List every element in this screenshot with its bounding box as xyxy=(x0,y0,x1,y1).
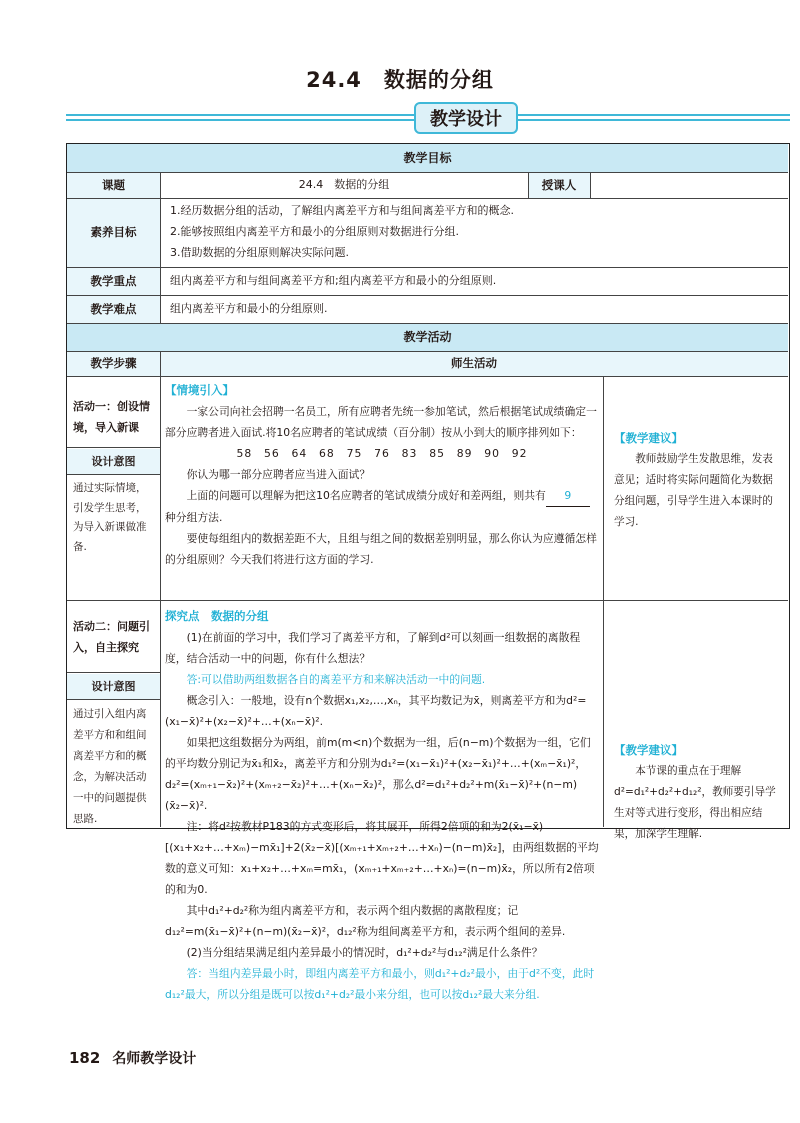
goals-header: 教学目标 xyxy=(67,144,788,172)
goal-item: 1.经历数据分组的活动，了解组内离差平方和与组间离差平方和的概念. xyxy=(170,204,514,217)
difficulty-label: 教学难点 xyxy=(67,295,160,323)
answer-1: 答:可以借助两组数据各自的离差平方和来解决活动一中的问题. xyxy=(186,673,486,686)
page-title: 24.4 数据的分组 xyxy=(306,68,494,92)
activity2-content xyxy=(165,606,599,1005)
grouping-text-b: 种分组方法. xyxy=(165,511,223,524)
activity1-suggestion xyxy=(606,428,788,533)
answer-blank: 9 xyxy=(546,485,590,507)
lesson-plan-table xyxy=(66,143,790,1001)
note-text: 注：将d²按教材P183的方式变形后，将其展开，所得2倍项的和为2(x̄₁−x̄)[(x₁+x₂+…+xₘ)−mx̄₁]+2(x̄₂−x̄)[(xₘ₊₁+xₘ₊₂+…+xₙ)−(n−m)x̄₂]，由两组数据的平均数的意义可知：x₁+x₂+…+xₘ=mx̄₁，(xₘ₊₁+xₘ₊₂+…+xₙ)=(n−m)x̄₂，所以所有2倍项的和为0. xyxy=(165,820,599,896)
question-text: 你认为哪一部分应聘者应当进入面试？ xyxy=(186,468,371,481)
teacher-value xyxy=(590,172,788,198)
difficulty-value: 组内离差平方和最小的分组原则. xyxy=(170,302,328,315)
topic-label: 课题 xyxy=(67,172,160,198)
principle-text: 要使每组组内的数据差距不大，且组与组之间的数据差别明显，那么你认为应遵循怎样的分组原则？今天我们将进行这方面的学习. xyxy=(165,532,597,566)
situation-heading: 【情境引入】 xyxy=(165,383,234,397)
steps-label: 教学步骤 xyxy=(67,351,160,376)
key-point-value: 组内离差平方和与组间离差平方和;组内离差平方和最小的分组原则. xyxy=(170,274,497,287)
activity2-intent: 通过引入组内离差平方和和组间离差平方和的概念，为解决活动一中的问题提供思路. xyxy=(73,708,147,825)
grouping-text-a: 上面的问题可以理解为把这10名应聘者的笔试成绩分成好和差两组，则共有 xyxy=(186,489,546,502)
teacher-student-label: 师生活动 xyxy=(160,351,788,376)
suggestion-title: 【教学建议】 xyxy=(614,431,683,445)
goal-item: 3.借助数据的分组原则解决实际问题. xyxy=(170,246,349,259)
banner-label: 教学设计 xyxy=(414,102,518,134)
suggestion-text: 教师鼓励学生发散思维，发表意见；适时将实际问题简化为数据分组问题，引导学生进入本课时的学习. xyxy=(614,453,773,528)
activity2-name: 活动二：问题引入，自主探究 xyxy=(73,620,150,654)
section-banner xyxy=(66,106,790,132)
activity1-content xyxy=(165,380,599,570)
explore-heading: 探究点 数据的分组 xyxy=(165,609,269,623)
book-title: 名师教学设计 xyxy=(112,1051,197,1067)
activity1-intent-label: 设计意图 xyxy=(67,449,160,474)
page-number: 182 xyxy=(69,1049,101,1067)
teacher-label: 授课人 xyxy=(528,172,590,198)
definition-text: 其中d₁²+d₂²称为组内离差平方和，表示两个组内数据的离散程度；记d₁₂²=m(x̄₁−x̄)²+(n−m)(x̄₂−x̄)²，d₁₂²称为组间离差平方和，表示两个组间的差异. xyxy=(165,904,566,938)
topic-value: 24.4 数据的分组 xyxy=(298,178,390,191)
suggestion-title: 【教学建议】 xyxy=(614,743,683,757)
key-point-label: 教学重点 xyxy=(67,267,160,295)
question-2: (2)当分组结果满足组内差异最小的情况时，d₁²+d₂²与d₁₂²满足什么条件？ xyxy=(186,946,543,959)
answer-2: 答：当组内差异最小时，即组内离差平方和最小，则d₁²+d₂²最小，由于d²不变，此时d₁₂²最大，所以分组是既可以按d₁²+d₂²最小来分组，也可以按d₁₂²最大来分组. xyxy=(165,967,595,1001)
question-1: (1)在前面的学习中，我们学习了离差平方和，了解到d²可以刻画一组数据的离散程度，结合活动一中的问题，你有什么想法？ xyxy=(165,631,581,665)
activity2-intent-label: 设计意图 xyxy=(67,674,160,699)
split-text: 如果把这组数据分为两组，前m(m<n)个数据为一组，后(n−m)个数据为一组，它们的平均数分别记为x̄₁和x̄₂，离差平方和分别为d₁²=(x₁−x̄₁)²+(x₂−x̄₁)²+…+(xₘ−x̄₁)²，d₂²=(xₘ₊₁−x̄₂)²+(xₘ₊₂−x̄₂)²+…+(xₙ−x̄₂)²，那么d²=d₁²+d₂²+m(x̄₁−x̄)²+(n−m)(x̄₂−x̄)². xyxy=(165,736,591,812)
activity1-name: 活动一：创设情境，导入新课 xyxy=(73,400,150,434)
activities-header: 教学活动 xyxy=(67,323,788,351)
literacy-label: 素养目标 xyxy=(67,198,160,267)
grouping-text xyxy=(165,485,599,528)
activity2-suggestion xyxy=(606,740,788,845)
score-list: 58 56 64 68 75 76 83 85 89 90 92 xyxy=(236,447,528,460)
goal-item: 2.能够按照组内离差平方和最小的分组原则对数据进行分组. xyxy=(170,225,459,238)
activity1-intent: 通过实际情境，引发学生思考，为导入新课做准备. xyxy=(73,482,147,553)
page-footer xyxy=(69,1048,196,1068)
suggestion-text: 本节课的重点在于理解d²=d₁²+d₂²+d₁₂²，教师要引导学生对等式进行变形，得出相应结果，加深学生理解. xyxy=(614,765,776,840)
concept-text: 概念引入：一般地，设有n个数据x₁,x₂,…,xₙ，其平均数记为x̄，则离差平方和为d²=(x₁−x̄)²+(x₂−x̄)²+…+(xₙ−x̄)². xyxy=(165,694,587,728)
situation-text: 一家公司向社会招聘一名员工，所有应聘者先统一参加笔试，然后根据笔试成绩确定一部分应聘者进入面试.将10名应聘者的笔试成绩（百分制）按从小到大的顺序排列如下： xyxy=(165,405,597,439)
literacy-goals xyxy=(160,200,788,263)
